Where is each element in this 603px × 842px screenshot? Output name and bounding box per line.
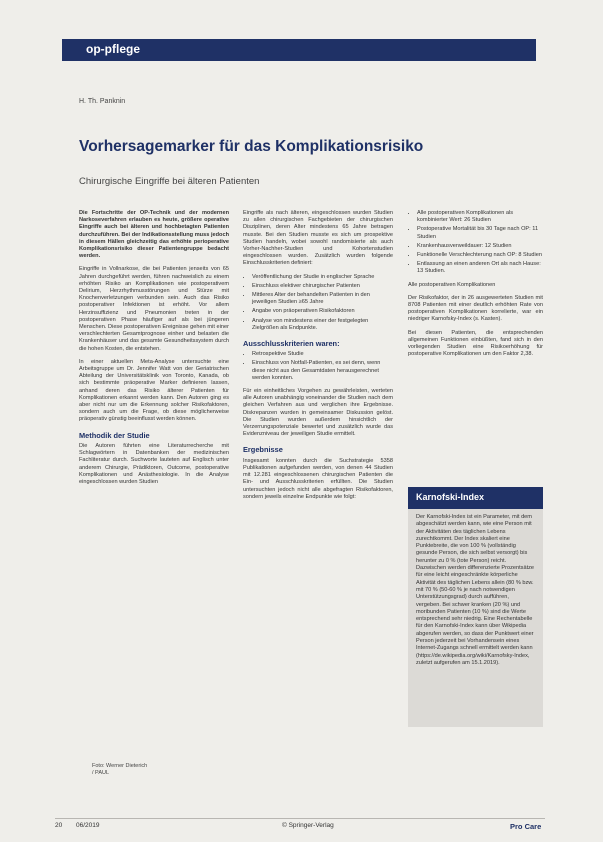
heading-method: Methodik der Studie [79,430,150,440]
list-item: • Mittleres Alter der behandelten Patienten in den jeweiligen Studien ≥65 Jahre [252,292,393,306]
issue: 06/2019 [76,822,100,829]
paragraph: Eingriffe in Vollnarkose, die bei Patienten jenseits von 65 Jahren durchgeführt werden, führen nachweislich zu einem erhöhten Risiko an Komplikationen wie postoperativem Delirium, Herzrhythmusstörungen und Stürze mit Knochenverletzungen verbunden sein. Auch das Risiko postoperativer Infektionen ist erhöht. Vor allem Herzinsuffizienz und Pneumonien treten in der postoperativen Phase häufiger auf als bei jüngeren Menschen. Diese postoperativen Ereignisse gehen mit einer verschlechterten Gesamtprognose einher und belasten die Krankenhäuser und das gesamte Gesundheitssystem durch die hohen Kosten, die entstehen. [79,266,229,352]
list-item: • Einschluss elektiver chirurgischer Patienten [252,283,393,290]
paragraph: Die Autoren führten eine Literaturrecherche mit Schlagwörtern in Datenbanken der medizinischen Fachliteratur durch. Suchworte lauteten auf Englisch unter anderem Chirurgie, Prädiktoren, Outcome, postoperative Komplikationen und Anästhesiologie. In die Analyse eingeschlossen wurden Studien [79,442,229,485]
photo-credit-line: / PAUL [92,770,110,776]
column-3 [408,210,543,364]
paragraph: Insgesamt konnten durch die Suchstrategie 5358 Publikationen aufgefunden werden, von denen 44 Studien mit 12.281 eingeschlossenen chirurgischen Patienten die Ein- und Ausschlusskriterien erfüllten. Die Studien untersuchten jedoch nicht alle abgefragten Risikofaktoren, sondern jeweils einzelne Endpunkte wie folgt: [243,457,393,500]
section-header [62,39,536,61]
list-item: • Retrospektive Studie [252,351,393,358]
list-item: • Entlassung an einen anderen Ort als nach Hause: 13 Studien. [417,261,543,275]
column-2 [243,210,393,507]
brand-logo: Pro Care [510,822,542,831]
section-label: op-pflege [86,42,140,56]
article-subtitle: Chirurgische Eingriffe bei älteren Patienten [79,176,260,187]
endpoint-list [408,210,543,276]
paragraph: Eingriffe als nach älteren, eingeschlossen wurden Studien zu allen chirurgischen Fachgebieten der chirurgischen Disziplinen, deren Alter mindestens 65 Jahre betragen musste. Bei den Studien musste es sich um prospektive Studien handeln, wobei sowohl randomisierte als auch Vorher-Nachher-Studien und Kohortenstudien eingeschlossen wurden. Zusätzlich wurden folgende Einschlusskriterien definiert: [243,210,393,267]
list-item: • Alle postoperativen Komplikationen als kombinierter Wert: 26 Studien [417,210,543,224]
footer-divider [55,818,545,819]
list-item: • Funktionelle Verschlechterung nach OP: 8 Studien [417,252,543,259]
photo-credit [92,763,147,777]
photo-credit-line: Foto: Werner Dieterich [92,763,148,769]
list-item: • Krankenhausverweildauer: 12 Studien [417,243,543,250]
page-number: 20 [55,822,63,829]
list-item: • Postoperative Mortalität bis 30 Tage nach OP: 11 Studien [417,226,543,240]
info-box-title: Karnofski-Index [408,487,543,509]
list-item: • Veröffentlichung der Studie in englischer Sprache [252,274,393,281]
lead-paragraph: Die Fortschritte der OP-Technik und der modernen Narkoseverfahren erlauben es heute, größere operative Eingriffe auch bei älteren und hochbetagten Patienten durchzuführen. Bei der Indikationsstellung muss jedoch in diesem Hällen gleichzeitig das erhöhte perioperative Komplikationsrisiko dieser Patientengruppe bedacht werden. [79,210,229,260]
info-box [408,487,543,727]
list-item: • Einschluss von Notfall-Patienten, es sei denn, wenn diese nicht aus den Gesamtdaten herausgerechnet werden konnten. [252,360,393,382]
heading-exclusion: Ausschlusskriterien waren: [243,339,340,349]
inclusion-list [243,274,393,332]
paragraph: Der Risikofaktor, der in 26 ausgewerteten Studien mit 8708 Patienten mit einer deutlich erhöhten Rate von postoperativen Komplikationen korrelierte, war ein niedriger Karnofsky-Index (s. Kasten). [408,294,543,323]
list-item: • Analyse von mindestens einer der festgelegten Zielgrößen als Endpunkte. [252,318,393,332]
info-box-text: Der Karnofski-Index ist ein Parameter, mit dem abgeschätzt werden kann, wie eine Person mit der Aktivitäten des täglichen Lebens zurechtkommt. Der Index skaliert eine Punktebreite, die von 100 % (vollständig gesunde Person, die sich selbst versorgt) bis herunter zu 0 % (tote Person) reicht. Dazwischen werden differenzierte Prozentsätze für eine leicht eingeschränkte körperliche Aktivität des täglichen Lebens allein (80 % bzw. mit 70 % (50-60 % je nach notwendigen Unterstützungsgrad) durch aufführen, vergeben. Bei schwer kranken (20 %) und moribunden Patienten (10 %) sind die Werte entsprechend sehr niedrig. Eine Rechentabelle für den Karnofski-Index kann über Wikipedia abgerufen werden, so dass der Punktwert einer Person jederzeit bei Vorhandensein eines Internet-Zugangs schnell ermittelt werden kann (https://de.wikipedia.org/wiki/Karnofsky-Index, zuletzt aufgerufen am 15.1.2019). [416,514,535,666]
heading-results: Ergebnisse [243,445,283,455]
subheading: Alle postoperativen Komplikationen [408,281,496,288]
paragraph: Für ein einheitliches Vorgehen zu gewährleisten, werteten alle Autoren unabhängig voneinander die Studien nach dem gleichen Verfahren aus und verglichen ihre Ergebnisse. Diskrepanzen wurden in gemeinsamer Diskussion gelöst. Die Studien wurden außerdem hinsichtlich der Verzerrungspotenziale bewertet und zusätzlich wurde das Evidenzniveau der jeweiligen Studie ermittelt. [243,388,393,438]
exclusion-list [243,351,393,382]
list-item: • Angabe von präoperativen Risikofaktoren [252,308,393,315]
column-1 [79,210,229,492]
article-title: Vorhersagemarker für das Komplikationsrisiko [79,138,424,155]
paragraph: Bei diesen Patienten, die entsprechenden allgemeinen Funktionen einbüßten, fand sich in den vorliegenden Studien eine Risikoerhöhung für postoperative Komplikationen um den Faktor 2,38. [408,329,543,358]
paragraph: In einer aktuellen Meta-Analyse untersuchte eine Arbeitsgruppe um Dr. Jennifer Watt von der Geriatrischen Abteilung der Universitätsklinik von Toronto, Kanada, ob sich bestimmte präoperative Marker definieren lassen, anhand deren das Risiko älterer Patienten für Komplikationen erkannt werden kann. Den Autoren ging es aber nicht nur um die Erkennung solcher Risikofaktoren, sondern auch um die Frage, ob diese möglicherweise präoperativ günstig beeinflusst werden können. [79,358,229,423]
publisher: © Springer-Verlag [282,822,334,829]
author: H. Th. Panknin [79,98,126,105]
